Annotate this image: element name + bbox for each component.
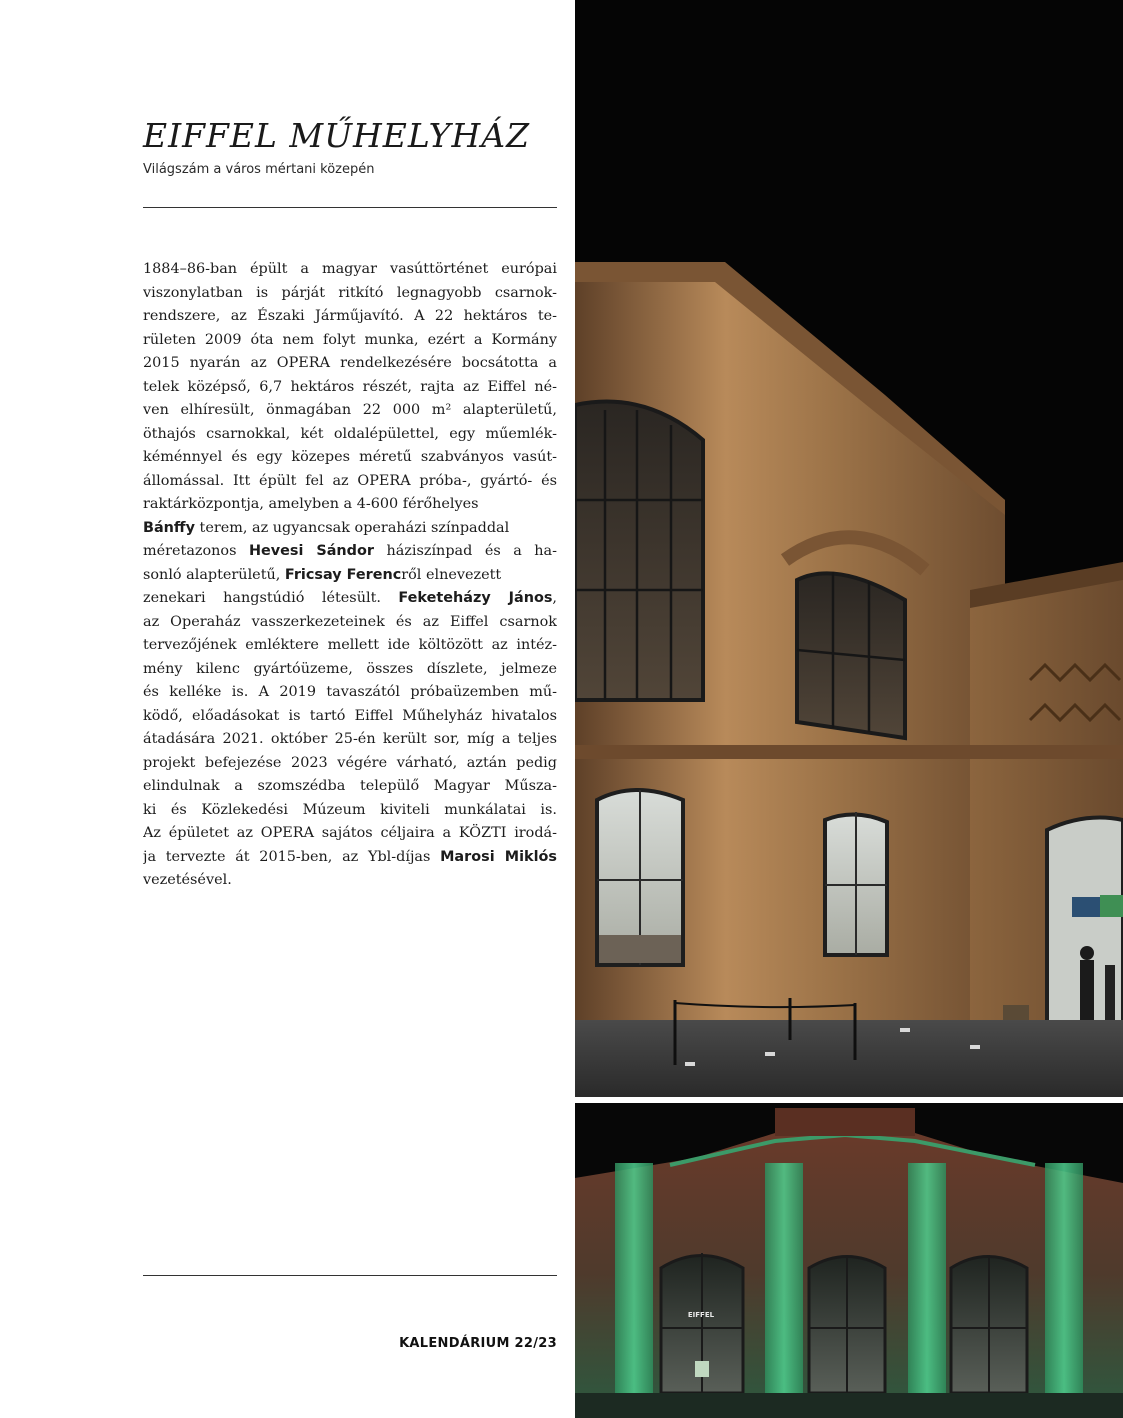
body-line [143,540,557,564]
body-text-segment: átadására 2021. október 25-én került sor, míg a teljes [143,731,557,747]
body-text-segment: 2015 nyarán az OPERA rendelkezésére bocsátotta a [143,355,557,371]
body-text-segment: viszonylatban is párját ritkító legnagyobb csarnok- [143,284,557,301]
body-line [143,611,557,635]
body-text-segment: raktárközpontja, amelyben a 4-600 férőhelyes [143,496,479,512]
body-line [143,587,557,611]
body-line [143,564,557,588]
body-line [143,305,557,329]
article-body [143,258,557,893]
body-text-segment: terem, az ugyancsak operaházi színpaddal [194,519,510,536]
body-line [143,822,557,846]
body-line [143,493,557,517]
body-text-segment: Az épületet az OPERA sajátos céljaira a KÖZTI irodá- [143,825,557,841]
body-line [143,258,557,282]
body-line [143,752,557,776]
body-line [143,846,557,870]
highlighted-name: Hevesi Sándor [248,543,374,559]
building-photo-night [575,0,1123,1097]
body-text-segment: kéménnyel és egy közepes méretű szabványos vasút- [143,449,557,465]
body-line [143,399,557,423]
body-text-segment: telek középső, 6,7 hektáros részét, rajta az Eiffel né- [143,378,557,395]
body-line [143,423,557,447]
body-text-segment: sonló alapterületű, [143,566,285,583]
eiffel-sign-text: EIFFEL [687,1311,715,1319]
body-line [143,799,557,823]
body-line [143,658,557,682]
body-line [143,634,557,658]
building-photo-green [575,1103,1123,1418]
article-subtitle: Világszám a város mértani közepén [143,162,375,177]
body-line [143,681,557,705]
body-line [143,728,557,752]
body-text-segment: elindulnak a szomszédba települő Magyar Műsza- [143,778,557,794]
body-text-segment: zenekari hangstúdió létesült. [143,590,399,606]
top-divider [143,207,557,208]
body-line [143,446,557,470]
page-footer: KALENDÁRIUM 22/23 [399,1336,557,1351]
body-line [143,282,557,306]
body-text-segment: rületen 2009 óta nem folyt munka, ezért a Kormány [143,331,557,348]
body-text-segment: projekt befejezése 2023 végére várható, aztán pedig [143,754,557,771]
body-text-segment: és kelléke is. A 2019 tavaszától próbaüzemben mű- [143,684,557,700]
body-text-segment: állomással. Itt épült fel az OPERA próba-, gyártó- és [143,472,557,489]
article-column [143,0,557,1418]
body-text-segment: ről elnevezett [401,566,502,583]
body-text-segment: 1884–86-ban épült a magyar vasúttörténet európai [143,261,557,277]
highlighted-name: Fricsay Ferenc [284,566,402,583]
body-line [143,376,557,400]
body-text-segment: rendszere, az Északi Járműjavító. A 22 hektáros te- [143,308,557,324]
body-line [143,869,557,893]
body-text-segment: az Operaház vasszerkezeteinek és az Eiffel csarnok [143,613,557,630]
body-line [143,705,557,729]
body-text-segment: háziszínpad és a ha- [373,543,557,559]
body-line [143,352,557,376]
body-line [143,517,557,541]
body-text-segment: ködő, előadásokat is tartó Eiffel Műhelyház hivatalos [143,707,557,724]
body-text-segment: vezetésével. [143,872,232,888]
highlighted-name: Marosi Miklós [440,848,557,865]
highlighted-name: Feketeházy János [398,590,553,606]
body-line [143,329,557,353]
body-text-segment: öthajós csarnokkal, két oldalépülettel, egy műemlék- [143,425,557,442]
body-text-segment: ja tervezte át 2015-ben, az Ybl-díjas [143,848,441,865]
bottom-divider [143,1275,557,1276]
body-text-segment: ki és Közlekedési Múzeum kiviteli munkálatai is. [143,801,557,818]
body-text-segment: tervezőjének emléktere mellett ide költözött az intéz- [143,637,557,653]
highlighted-name: Bánffy [143,519,195,536]
body-text-segment: , [552,590,557,606]
article-title: EIFFEL MŰHELYHÁZ [143,116,531,155]
body-text-segment: ven elhíresült, önmagában 22 000 m² alapterületű, [143,402,557,418]
body-line [143,470,557,494]
body-text-segment: méretazonos [143,543,249,559]
body-text-segment: mény kilenc gyártóüzeme, összes díszlete, jelmeze [143,660,557,677]
body-line [143,775,557,799]
